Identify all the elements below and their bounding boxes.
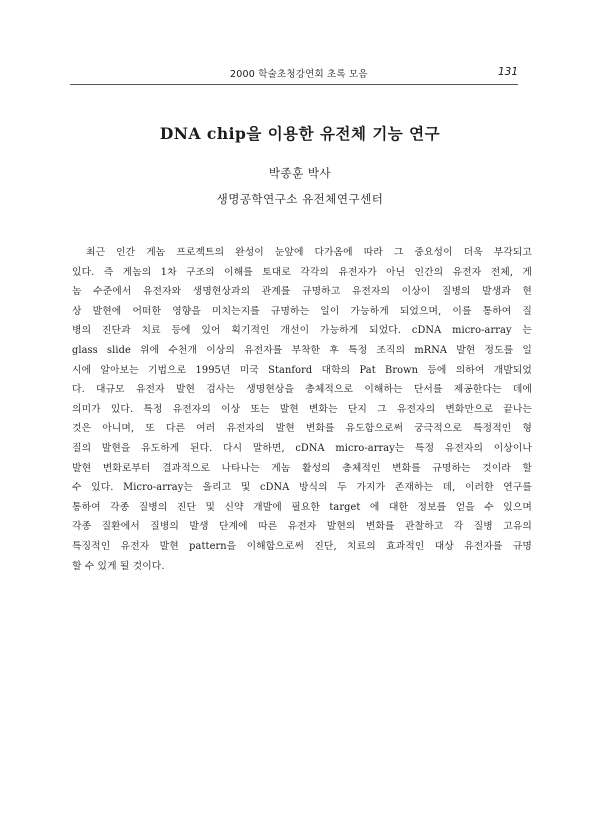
body-line: 놈 수준에서 유전자와 생명현상과의 관계를 규명하고 유전자의 이상이 질병의 발생과 현	[72, 286, 532, 298]
body-line: 것은 아니며, 또 다른 여러 유전자의 발현 변화를 유도함으로써 궁극적으로 특정적인 형	[72, 423, 532, 435]
body-line: 발현 변화로부터 결과적으로 나타나는 게놈 활성의 총체적인 변화를 규명하는 것이라 할	[72, 462, 532, 474]
body-line: 통하여 각종 질병의 진단 및 신약 개발에 필요한 target 에 대한 정보를 얻을 수 있으며	[72, 501, 532, 513]
abstract-body	[72, 243, 532, 576]
page-number: 131	[497, 66, 518, 78]
body-line: 최근 인간 게놈 프로젝트의 완성이 눈앞에 다가옴에 따라 그 중요성이 더욱 부각되고	[86, 247, 532, 258]
body-line: 병의 진단과 치료 등에 있어 획기적인 개선이 가능하게 되었다. cDNA micro-array 는	[72, 325, 532, 337]
body-line: 각종 질환에서 질병의 발생 단계에 따른 유전자 발현의 변화를 관찰하고 각 질병 고유의	[72, 521, 532, 533]
author-name: 박종훈 박사	[268, 166, 332, 180]
body-line: 수 있다. Micro-array는 올리고 및 cDNA 방식의 두 가지가 존재하는 데, 이러한 연구를	[72, 482, 532, 494]
running-header	[70, 66, 518, 80]
body-line: 의미가 있다. 특정 유전자의 이상 또는 발현 변화는 단지 그 유전자의 변화만으로 끝나는	[72, 403, 532, 415]
body-line: 특징적인 유전자 발현 pattern을 이해함으로써 진단, 치료의 효과적인 대상 유전자를 규명	[72, 540, 532, 552]
body-line: 질의 발현을 유도하게 된다. 다시 말하면, cDNA micro-array는 특정 유전자의 이상이나	[72, 442, 532, 454]
conference-title: 2000 학술초청강연회 초록 모음	[230, 69, 368, 80]
body-line: 다. 대규모 유전자 발현 검사는 생명현상을 총체적으로 이해하는 단서를 제공한다는 데에	[72, 384, 532, 396]
body-line: 상 발현에 어떠한 영향을 미치는지를 규명하는 일이 가능하게 되었으며, 이를 통하여 질	[72, 305, 532, 317]
body-line: 할 수 있게 될 것이다.	[72, 560, 165, 572]
paper-title: DNA chip을 이용한 유전체 기능 연구	[159, 124, 441, 143]
author-affiliation: 생명공학연구소 유전체연구센터	[216, 192, 384, 206]
body-line: 시에 알아보는 기법으로 1995년 미국 Stanford 대학의 Pat Brown 등에 의하여 개발되었	[72, 364, 532, 376]
body-line: 있다. 즉 게놈의 1차 구조의 이해를 토대로 각각의 유전자가 아닌 인간의 유전자 전체, 게	[72, 266, 532, 278]
body-line: glass slide 위에 수천개 이상의 유전자를 부착한 후 특정 조직의 mRNA 발현 정도를 일	[72, 344, 532, 356]
header-rule	[70, 84, 518, 85]
